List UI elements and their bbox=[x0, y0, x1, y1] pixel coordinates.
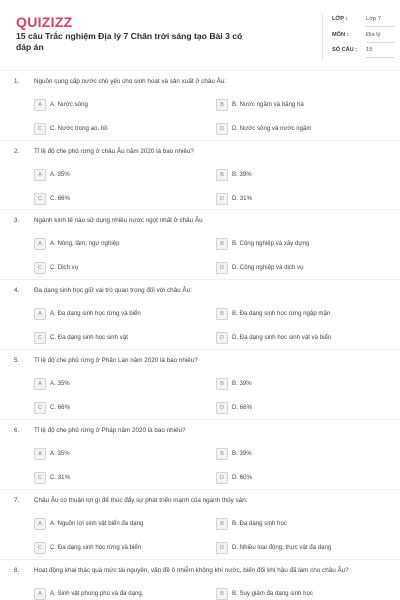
option-text: C. Nước trong ao, hồ bbox=[50, 125, 108, 132]
option-letter-box: D bbox=[216, 123, 228, 135]
question-number: 4. bbox=[14, 287, 20, 294]
meta-count-label: SỐ CÂU : bbox=[332, 47, 358, 53]
question-text: Tỉ lệ độ che phủ rừng ở Phần Lan năm 2020 là bao nhiêu? bbox=[34, 357, 198, 364]
question-text: Hoạt động khai thác quá mức tài nguyên, vấn đề ô nhiễm không khí nước, biến đổi khí hậu đã làm cho châu Âu? bbox=[34, 567, 349, 574]
question-separator bbox=[0, 140, 400, 141]
option-letter-box: C bbox=[34, 542, 46, 554]
option-text: D. 60% bbox=[232, 474, 252, 481]
option-letter-box: D bbox=[216, 542, 228, 554]
option-letter-box: C bbox=[34, 123, 46, 135]
question-text: Tỉ lệ độ che phủ rừng ở Pháp năm 2020 là bao nhiêu? bbox=[34, 427, 186, 434]
option-letter-box: B bbox=[216, 238, 228, 250]
option-text: B. Nước ngầm và băng hà bbox=[232, 101, 304, 108]
question-number: 1. bbox=[14, 78, 20, 85]
option-text: B. Suy giảm đa dạng sinh học bbox=[232, 590, 313, 597]
meta-subject-value: Địa lý bbox=[366, 32, 381, 38]
option-letter-box: B bbox=[216, 99, 228, 111]
option-text: D. Nước sông và nước ngầm bbox=[232, 125, 312, 132]
option-letter-box: A bbox=[34, 99, 46, 111]
option-letter-box: A bbox=[34, 378, 46, 390]
option-text: C. Đa dạng sinh học rừng và biển bbox=[50, 544, 142, 551]
option-text: A. Đa dạng sinh học rừng và biển bbox=[50, 310, 141, 317]
option-letter-box: D bbox=[216, 262, 228, 274]
meta-class-label: LỚP : bbox=[332, 16, 348, 22]
option-letter-box: C bbox=[34, 193, 46, 205]
question-separator bbox=[0, 559, 400, 560]
option-text: D. 66% bbox=[232, 404, 252, 411]
question-separator bbox=[0, 209, 400, 210]
option-letter-box: C bbox=[34, 332, 46, 344]
meta-subject-label: MÔN : bbox=[332, 32, 349, 38]
option-text: B. 39% bbox=[232, 380, 252, 387]
option-text: D. Công nghiệp và dịch vụ bbox=[232, 264, 304, 271]
option-letter-box: B bbox=[216, 448, 228, 460]
option-text: D. 31% bbox=[232, 195, 252, 202]
option-letter-box: B bbox=[216, 308, 228, 320]
option-text: A. Nông, lâm, ngư nghiệp bbox=[50, 240, 120, 247]
option-letter-box: C bbox=[34, 402, 46, 414]
option-text: C. 31% bbox=[50, 474, 70, 481]
option-letter-box: A bbox=[34, 238, 46, 250]
option-letter-box: A bbox=[34, 518, 46, 530]
question-number: 8. bbox=[14, 567, 20, 574]
worksheet-title: 15 câu Trắc nghiệm Địa lý 7 Chân trời sáng tạo Bài 3 có đáp án bbox=[16, 31, 243, 52]
option-text: C. 66% bbox=[50, 195, 70, 202]
question-number: 6. bbox=[14, 427, 20, 434]
option-letter-box: D bbox=[216, 472, 228, 484]
question-separator bbox=[0, 349, 400, 350]
header-divider bbox=[322, 14, 323, 60]
worksheet-header bbox=[0, 0, 400, 72]
question-text: Châu Âu có thuận lợi gì để thúc đẩy sự phát triển mạnh của ngành thủy sản: bbox=[34, 497, 248, 504]
option-letter-box: B bbox=[216, 588, 228, 600]
option-text: B. Công nghiệp và xây dựng bbox=[232, 240, 310, 247]
option-letter-box: D bbox=[216, 332, 228, 344]
question-number: 7. bbox=[14, 497, 20, 504]
option-letter-box: A bbox=[34, 169, 46, 181]
header-rule bbox=[0, 70, 400, 71]
option-text: A. 35% bbox=[50, 450, 70, 457]
option-text: C. 66% bbox=[50, 404, 70, 411]
option-letter-box: A bbox=[34, 588, 46, 600]
quizizz-logo: QUIZIZZ bbox=[16, 14, 73, 30]
meta-count-value: 15 bbox=[366, 47, 373, 53]
meta-class-underline bbox=[366, 26, 394, 27]
option-text: B. 39% bbox=[232, 450, 252, 457]
option-letter-box: B bbox=[216, 518, 228, 530]
question-separator bbox=[0, 489, 400, 490]
option-text: A. Sinh vật phong phú và đa dạng. bbox=[50, 590, 144, 597]
option-text: B. Đa dạng sinh học rừng ngập mặn bbox=[232, 310, 331, 317]
option-text: A. Nguồn lợi sinh vật biển đa dạng bbox=[50, 520, 144, 527]
meta-subject-underline bbox=[366, 42, 394, 43]
option-text: D. Nhiều loại động, thực vật đa dạng bbox=[232, 544, 332, 551]
option-text: A. 35% bbox=[50, 171, 70, 178]
option-text: A. Nước sông bbox=[50, 101, 88, 108]
option-letter-box: A bbox=[34, 308, 46, 320]
option-letter-box: D bbox=[216, 193, 228, 205]
option-text: B. 39% bbox=[232, 171, 252, 178]
option-letter-box: D bbox=[216, 402, 228, 414]
question-text: Ngành kinh tế nào sử dụng nhiều nước ngọt nhất ở châu Âu bbox=[34, 217, 203, 224]
question-number: 3. bbox=[14, 217, 20, 224]
option-text: C. Dịch vụ bbox=[50, 264, 79, 271]
question-text: Đa dạng sinh học giữ vai trò quan trọng đối với châu Âu: bbox=[34, 287, 192, 294]
option-letter-box: C bbox=[34, 472, 46, 484]
question-number: 5. bbox=[14, 357, 20, 364]
question-text: Tỉ lệ độ che phủ rừng ở châu Âu năm 2020 là bao nhiêu? bbox=[34, 148, 194, 155]
question-number: 2. bbox=[14, 148, 20, 155]
option-letter-box: C bbox=[34, 262, 46, 274]
option-text: D. Đa dạng sinh học sinh vật và biển bbox=[232, 334, 332, 341]
option-letter-box: A bbox=[34, 448, 46, 460]
option-letter-box: B bbox=[216, 378, 228, 390]
question-separator bbox=[0, 419, 400, 420]
option-text: B. Đa dạng sinh học bbox=[232, 520, 287, 527]
meta-count-underline bbox=[366, 57, 394, 58]
question-text: Nguồn cung cấp nước chủ yếu cho sinh hoạt và sản xuất ở châu Âu: bbox=[34, 78, 227, 85]
question-separator bbox=[0, 279, 400, 280]
option-letter-box: B bbox=[216, 169, 228, 181]
option-text: C. Đa dạng sinh học sinh vật bbox=[50, 334, 128, 341]
option-text: A. 35% bbox=[50, 380, 70, 387]
meta-class-value: Lớp 7 bbox=[366, 16, 382, 22]
